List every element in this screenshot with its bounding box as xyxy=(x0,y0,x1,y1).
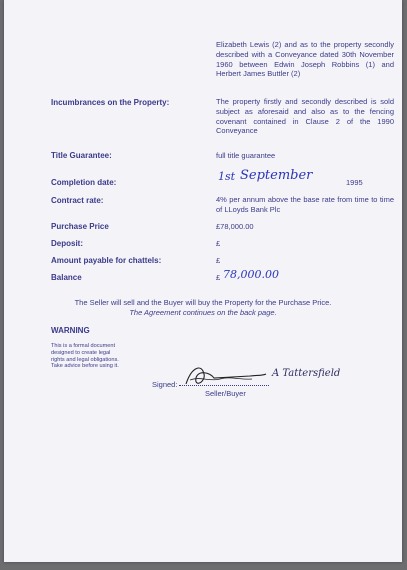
incumbrances-text: The property firstly and secondly described is sold subject as aforesaid and also as to the fencing covenant contained in Clause 2 of the 1990 Conveyance xyxy=(216,97,394,136)
purchase-price-label: Purchase Price xyxy=(51,222,109,231)
completion-day-handwritten: 1st xyxy=(218,170,236,183)
footer-line2: The Agreement continues on the back page. xyxy=(129,308,277,317)
signature-name-handwritten: A Tattersfield xyxy=(272,368,341,379)
warning-title: WARNING xyxy=(51,326,90,335)
footer-line1: The Seller will sell and the Buyer will buy the Property for the Purchase Price. xyxy=(74,298,332,307)
top-paragraph: Elizabeth Lewis (2) and as to the property secondly described with a Conveyance dated 30th November 1960 between Edwin Joseph Robbins (1) and Herbert James Buttler (2) xyxy=(216,40,394,79)
title-guarantee-label: Title Guarantee: xyxy=(51,151,112,160)
title-guarantee-value: full title guarantee xyxy=(216,151,276,160)
balance-handwritten: 78,000.00 xyxy=(223,268,279,281)
completion-month-handwritten: September xyxy=(240,168,313,183)
warning-body: This is a formal document designed to create legal rights and legal obligations. Take advice before using it. xyxy=(51,343,119,370)
contract-rate-value: 4% per annum above the base rate from time to time of LLoyds Bank Plc xyxy=(216,195,394,214)
balance-currency: £ xyxy=(216,273,221,282)
document-page xyxy=(4,0,402,562)
purchase-price-value: £78,000.00 xyxy=(216,222,254,231)
completion-date-label: Completion date: xyxy=(51,178,117,187)
chattels-value: £ xyxy=(216,256,221,265)
signature-scribble xyxy=(180,362,270,392)
seller-buyer-label: Seller/Buyer xyxy=(205,389,246,398)
deposit-value: £ xyxy=(216,239,221,248)
contract-rate-label: Contract rate: xyxy=(51,196,104,205)
completion-year: 1995 xyxy=(346,178,363,187)
signed-label: Signed: xyxy=(152,380,178,389)
incumbrances-label: Incumbrances on the Property: xyxy=(51,98,170,107)
deposit-label: Deposit: xyxy=(51,239,83,248)
chattels-label: Amount payable for chattels: xyxy=(51,256,162,265)
balance-label: Balance xyxy=(51,273,82,282)
